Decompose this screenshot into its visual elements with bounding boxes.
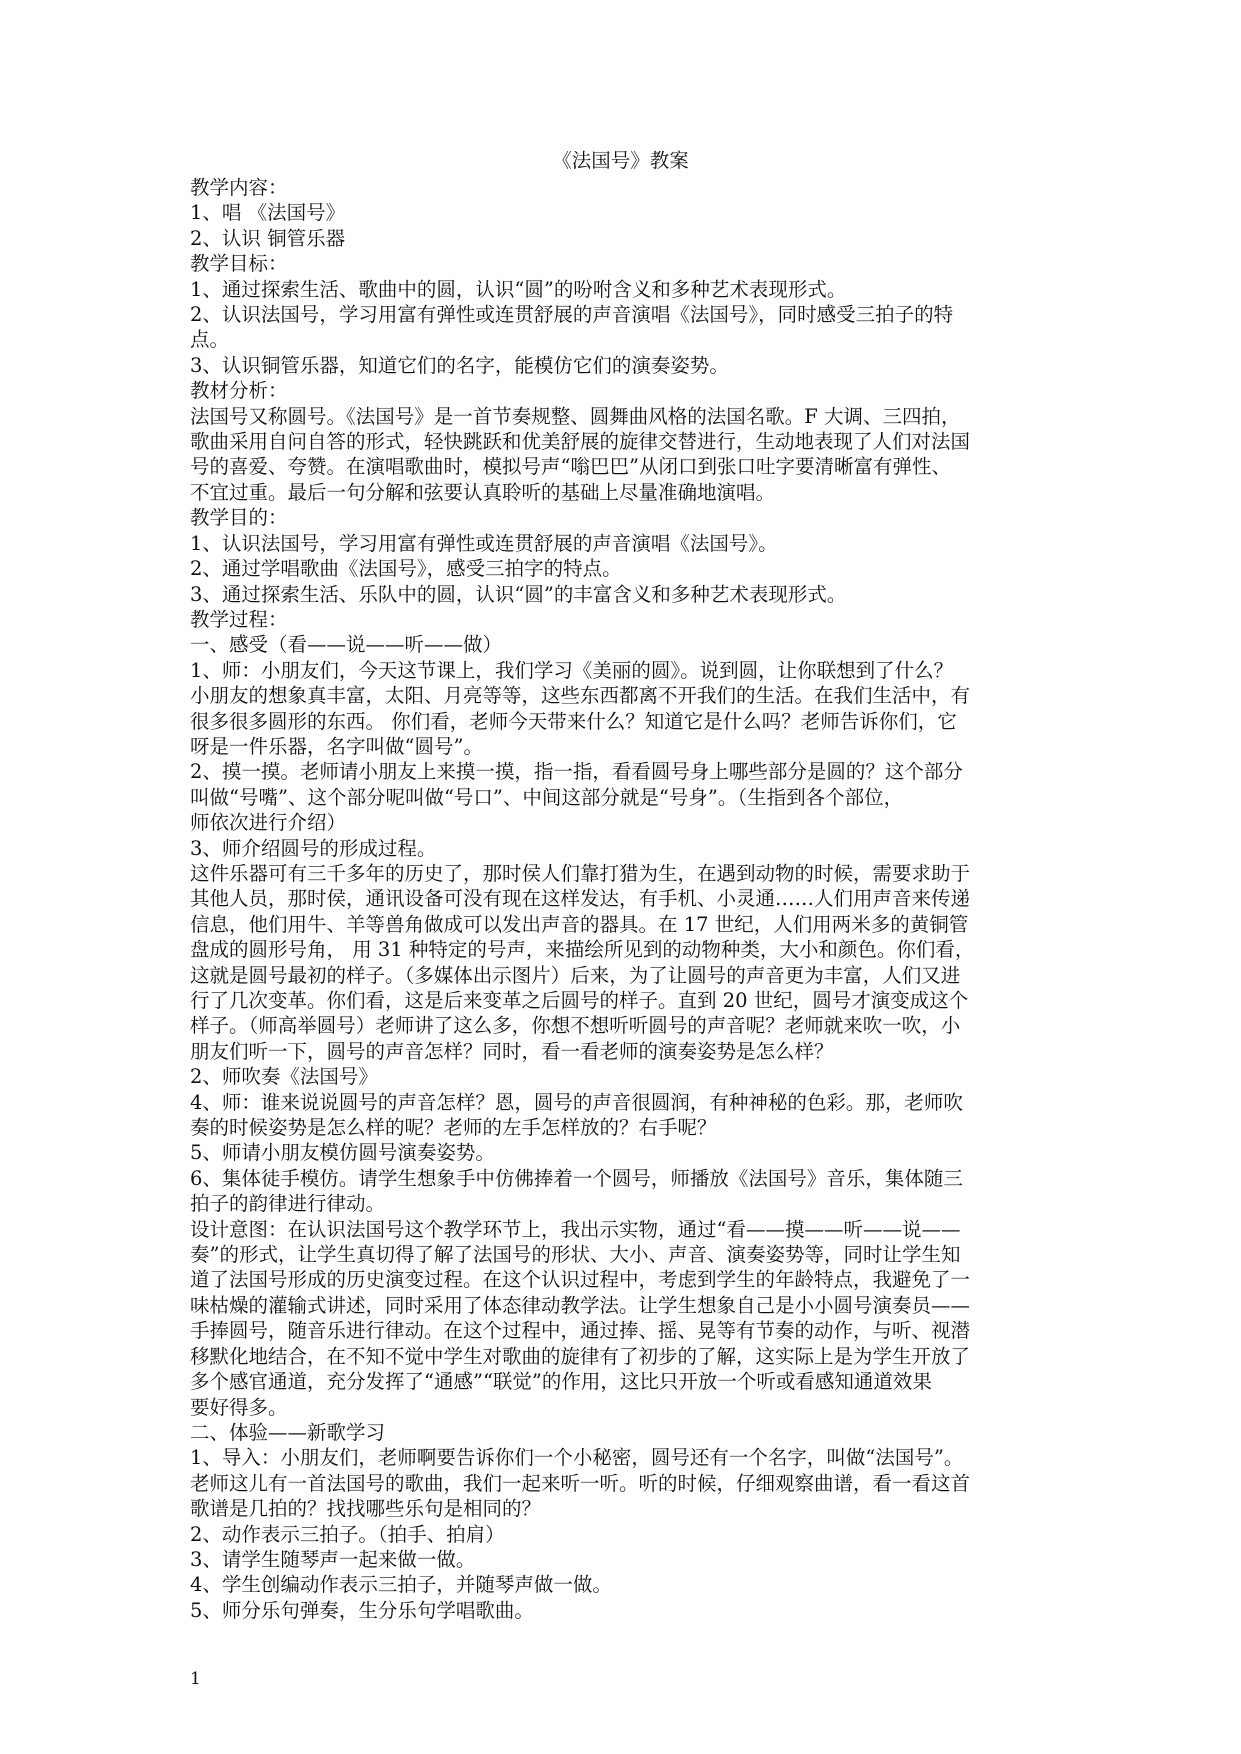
text-line: 这就是圆号最初的样子。（多媒体出示图片）后来，为了让圆号的声音更为丰富，人们又进 — [190, 963, 961, 987]
text-line: 二、体验——新歌学习 — [190, 1420, 386, 1444]
text-line: 设计意图：在认识法国号这个教学环节上，我出示实物，通过“看——摸——听——说—— — [190, 1217, 961, 1241]
text-line: 盘成的圆形号角， 用 31 种特定的号声，来描绘所见到的动物种类，大小和颜色。你们看， — [190, 938, 975, 962]
text-line: 教材分析： — [190, 379, 288, 403]
text-line: 信息，他们用牛、羊等兽角做成可以发出声音的器具。在 17 世纪，人们用两米多的黄铜管 — [190, 912, 969, 936]
text-line: 其他人员，那时侯，通讯设备可没有现在这样发达，有手机、小灵通……人们用声音来传递 — [190, 887, 971, 911]
text-line: 歌谱是几拍的？找找哪些乐句是相同的？ — [190, 1497, 542, 1521]
text-line: 2、摸一摸。老师请小朋友上来摸一摸，指一指，看看圆号身上哪些部分是圆的？这个部分 — [190, 760, 963, 784]
text-line: 教学过程： — [190, 607, 288, 631]
document-body — [190, 175, 1052, 1623]
text-line: 3、请学生随琴声一起来做一做。 — [190, 1547, 476, 1571]
text-line: 1、导入：小朋友们，老师啊要告诉你们一个小秘密，圆号还有一个名字，叫做“法国号”。 — [190, 1446, 964, 1470]
text-line: 2、师吹奏《法国号》 — [190, 1065, 378, 1089]
text-line: 不宜过重。最后一句分解和弦要认真聆听的基础上尽量准确地演唱。 — [190, 480, 776, 504]
text-line: 5、师分乐句弹奏，生分乐句学唱歌曲。 — [190, 1598, 534, 1622]
text-line: 道了法国号形成的历史演变过程。在这个认识过程中，考虑到学生的年龄特点，我避免了一 — [190, 1268, 971, 1292]
page-number: 1 — [190, 1669, 201, 1689]
text-line: 一、感受（看——说——听——做） — [190, 633, 503, 657]
text-line: 样子。（师高举圆号）老师讲了这么多，你想不想听听圆号的声音呢？老师就来吹一吹，小 — [190, 1014, 961, 1038]
text-line: 朋友们听一下，圆号的声音怎样？同时，看一看老师的演奏姿势是怎么样？ — [190, 1039, 834, 1063]
text-line: 6、集体徒手模仿。请学生想象手中仿佛捧着一个圆号，师播放《法国号》音乐，集体随三 — [190, 1166, 963, 1190]
text-line: 1、唱 《法国号》 — [190, 201, 346, 225]
text-line: 手捧圆号，随音乐进行律动。在这个过程中，通过捧、摇、晃等有节奏的动作，与听、视潜 — [190, 1319, 971, 1343]
text-line: 这件乐器可有三千多年的历史了，那时侯人们靠打猎为生，在遇到动物的时候，需要求助于 — [190, 861, 971, 885]
text-line: 叫做“号嘴”、这个部分呢叫做“号口”、中间这部分就是“号身”。（生指到各个部位， — [190, 785, 904, 809]
text-line: 3、认识铜管乐器，知道它们的名字，能模仿它们的演奏姿势。 — [190, 353, 729, 377]
text-line: 奏的时候姿势是怎么样的呢？老师的左手怎样放的？右手呢？ — [190, 1116, 717, 1140]
text-line: 1、通过探索生活、歌曲中的圆，认识“圆”的吩咐含义和多种艺术表现形式。 — [190, 277, 847, 301]
text-line: 2、通过学唱歌曲《法国号》，感受三拍字的特点。 — [190, 557, 622, 581]
text-line: 教学目的： — [190, 506, 288, 530]
text-line: 老师这儿有一首法国号的歌曲，我们一起来听一听。听的时候，仔细观察曲谱，看一看这首 — [190, 1471, 971, 1495]
text-line: 1、师：小朋友们，今天这节课上，我们学习《美丽的圆》。说到圆，让你联想到了什么？ — [190, 658, 954, 682]
text-line: 3、师介绍圆号的形成过程。 — [190, 836, 437, 860]
text-line: 拍子的韵律进行律动。 — [190, 1192, 386, 1216]
text-line: 要好得多。 — [190, 1395, 288, 1419]
document-title: 《法国号》教案 — [552, 149, 689, 172]
text-line: 行了几次变革。你们看，这是后来变革之后圆号的样子。直到 20 世纪，圆号才演变成这个 — [190, 989, 969, 1012]
text-line: 点。 — [190, 328, 230, 352]
text-line: 味枯燥的灌输式讲述，同时采用了体态律动教学法。让学生想象自己是小小圆号演奏员—— — [190, 1293, 971, 1317]
text-line: 多个感官通道，充分发挥了“通感”“联觉”的作用，这比只开放一个听或看感知通道效果 — [190, 1370, 932, 1394]
text-line: 教学内容： — [190, 176, 288, 199]
text-line: 歌曲采用自问自答的形式，轻快跳跃和优美舒展的旋律交替进行，生动地表现了人们对法国 — [190, 430, 971, 454]
text-line: 教学目标： — [190, 252, 288, 276]
text-line: 呀是一件乐器，名字叫做“圆号”。 — [190, 734, 483, 758]
text-line: 3、通过探索生活、乐队中的圆，认识“圆”的丰富含义和多种艺术表现形式。 — [190, 582, 847, 606]
text-line: 4、学生创编动作表示三拍子，并随琴声做一做。 — [190, 1573, 612, 1597]
text-line: 法国号又称圆号。《法国号》是一首节奏规整、圆舞曲风格的法国名歌。F 大调、三四拍， — [190, 404, 961, 428]
text-line: 很多很多圆形的东西。 你们看，老师今天带来什么？知道它是什么吗？老师告诉你们，它 — [190, 709, 957, 733]
text-line: 5、师请小朋友模仿圆号演奏姿势。 — [190, 1141, 495, 1165]
text-line: 号的喜爱、夸赞。在演唱歌曲时，模拟号声“嗡巴巴”从闭口到张口吐字要清晰富有弹性、 — [190, 455, 951, 479]
text-line: 移默化地结合，在不知不觉中学生对歌曲的旋律有了初步的了解，这实际上是为学生开放了 — [190, 1344, 971, 1368]
text-line: 2、动作表示三拍子。（拍手、拍肩） — [190, 1522, 505, 1546]
text-line: 4、师：谁来说说圆号的声音怎样？恩，圆号的声音很圆润，有种神秘的色彩。那，老师吹 — [190, 1090, 963, 1114]
text-line: 1、认识法国号，学习用富有弹性或连贯舒展的声音演唱《法国号》。 — [190, 531, 778, 555]
text-line: 奏”的形式，让学生真切得了解了法国号的形状、大小、声音、演奏姿势等，同时让学生知 — [190, 1243, 961, 1267]
text-line: 小朋友的想象真丰富，太阳、月亮等等，这些东西都离不开我们的生活。在我们生活中，有 — [190, 684, 971, 708]
text-line: 师依次进行介绍） — [190, 811, 347, 835]
text-line: 2、认识 铜管乐器 — [190, 226, 346, 250]
text-line: 2、认识法国号，学习用富有弹性或连贯舒展的声音演唱《法国号》，同时感受三拍子的特 — [190, 303, 954, 327]
